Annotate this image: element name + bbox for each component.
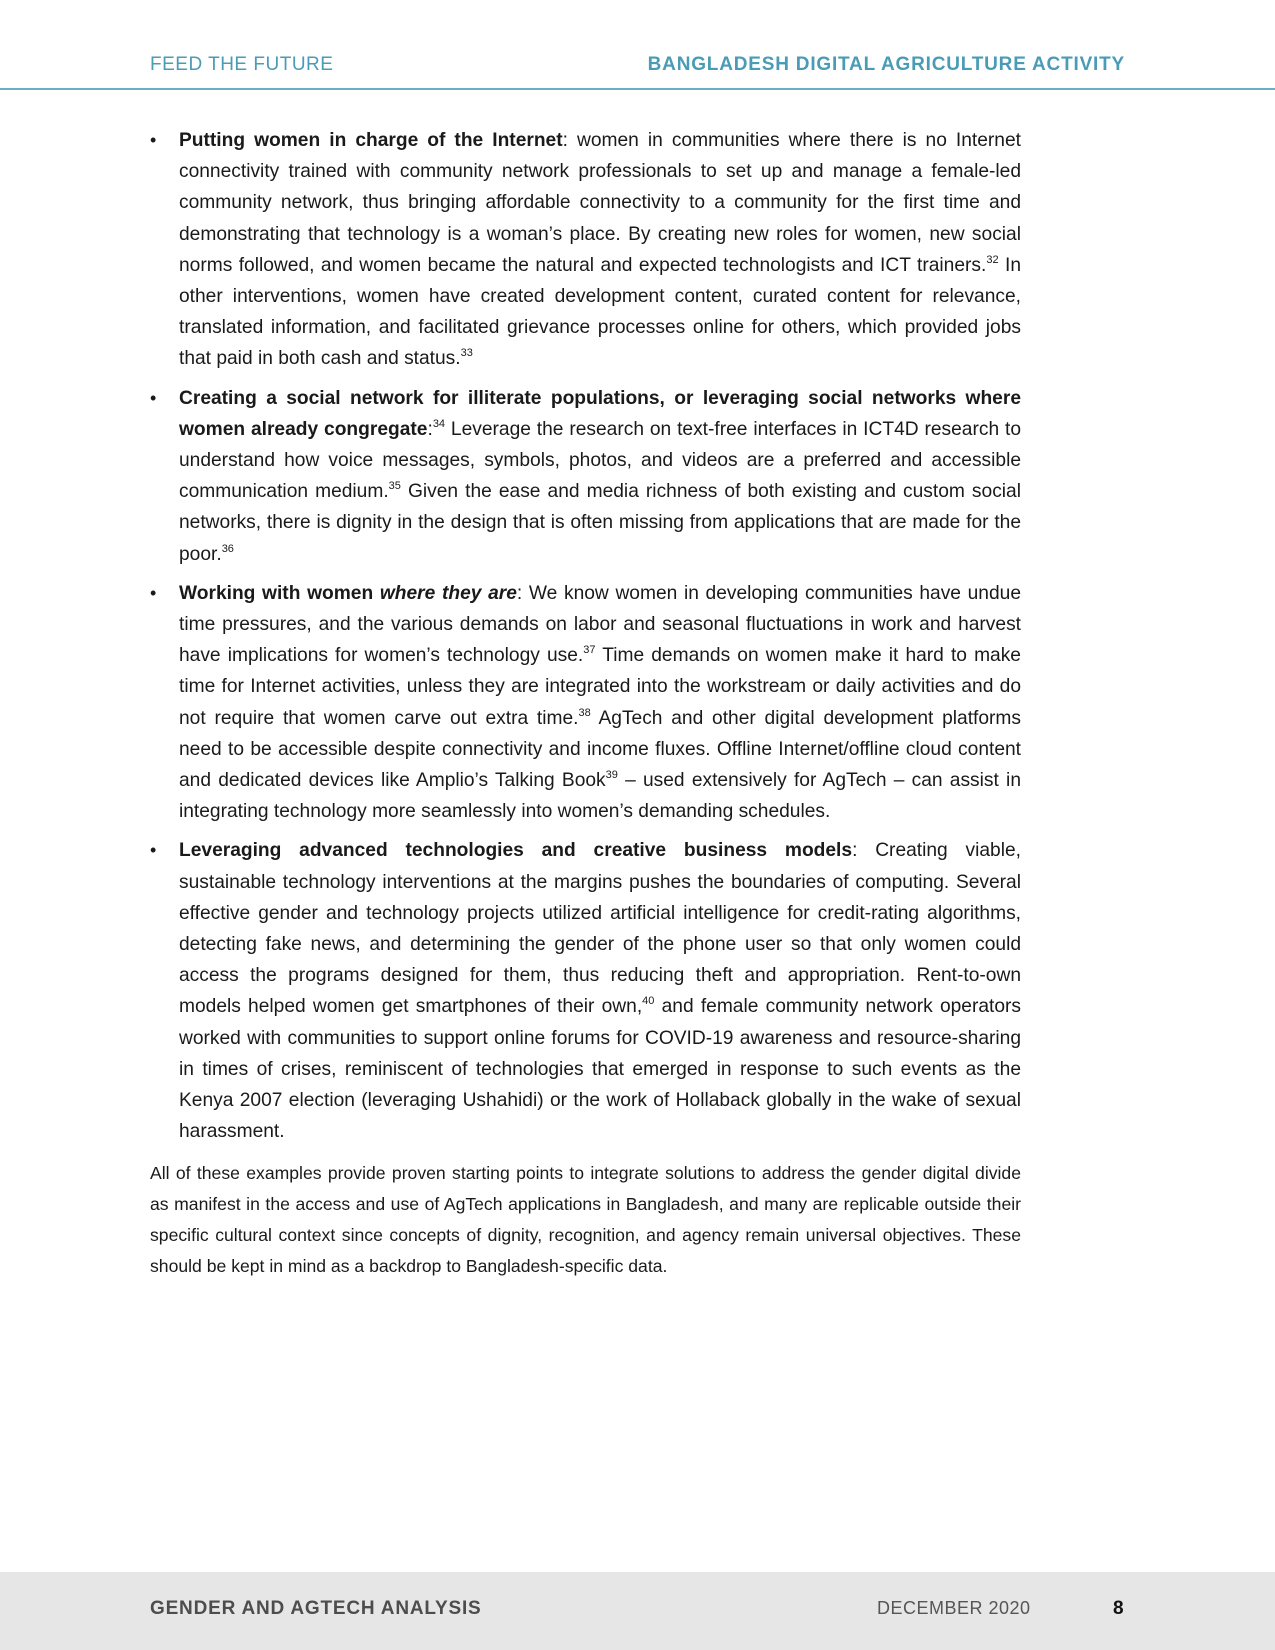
- bullet-heading: Creating a social network for illiterate populations, or leveraging social networks where women already congregate: [179, 387, 1021, 440]
- footnote-ref: 36: [221, 542, 234, 555]
- bullet-paragraph: [179, 835, 1021, 1147]
- header-divider: [0, 88, 1275, 90]
- bullet-heading: Leveraging advanced technologies and creative business models: [179, 840, 853, 862]
- footer-date: DECEMBER 2020: [877, 1598, 1031, 1618]
- bullet-text: Time demands on women make it hard to make time for Internet activities, unless they are integrated into the workstream or daily activities and do not require that women carve out extra time.: [179, 645, 1021, 729]
- bullet-heading-emphasis: where they are: [379, 582, 517, 604]
- bullet-marker: •: [150, 130, 157, 150]
- main-content: [150, 125, 1021, 1282]
- bullet-text: – used extensively for AgTech – can assist in integrating technology more seamlessly into women’s demanding schedules.: [179, 770, 1021, 823]
- bullet-text: In other interventions, women have created development content, curated content for relevance, translated information, and facilitated grievance processes online for others, which provided jobs that paid in both cash and status.: [179, 254, 1022, 370]
- header-program-label: FEED THE FUTURE: [150, 54, 334, 75]
- footnote-ref: 38: [578, 706, 591, 719]
- footnote-ref: 39: [605, 769, 618, 782]
- bullet-text: Given the ease and media richness of both existing and custom social networks, there is dignity in the design that is often missing from applications that are made for the poor.: [179, 481, 1021, 565]
- bullet-text: and female community network operators worked with communities to support online forums for COVID-19 awareness and resource-sharing in times of crises, reminiscent of technologies that emerged in response to such events as the Kenya 2007 election (leveraging Ushahidi) or the work of Hollaback globally in the wake of sexual harassment.: [179, 996, 1021, 1143]
- footnote-ref: 34: [432, 417, 446, 430]
- bullet-paragraph: [179, 383, 1021, 570]
- footnote-ref: 37: [583, 644, 596, 657]
- bullet-text: AgTech and other digital development platforms need to be accessible despite connectivity and income fluxes. Offline Internet/offline cloud content and dedicated devices like Amplio’s Talking Book: [179, 707, 1022, 792]
- bullet-text: :: [427, 418, 433, 440]
- header-activity-title: BANGLADESH DIGITAL AGRICULTURE ACTIVITY: [647, 54, 1125, 75]
- bullet-item-advanced-technologies: [150, 835, 1021, 1147]
- bullet-marker: •: [150, 840, 157, 861]
- page-header: [0, 0, 1275, 90]
- bullet-marker: •: [150, 582, 157, 603]
- footer-report-title: GENDER AND AGTECH ANALYSIS: [150, 1598, 482, 1619]
- bullet-paragraph: [179, 125, 1021, 375]
- bullet-text: : Creating viable, sustainable technology interventions at the margins pushes the boundaries of computing. Several effective gender and technology projects utilized artificial intelligence for credit-rating algorithms, detecting fake news, and determining the gender of the phone user so that only women could access the programs designed for them, thus reducing theft and appropriation. Rent-to-own models helped women get smartphones of their own,: [179, 840, 1021, 1018]
- bullet-heading: Working with women: [179, 582, 374, 604]
- page-number: 8: [1113, 1598, 1124, 1619]
- footnote-ref: 33: [460, 347, 473, 360]
- bullet-item-women-where-they-are: [150, 578, 1021, 828]
- bullet-list: [150, 125, 1021, 1148]
- bullet-text: : We know women in developing communities have undue time pressures, and the various demands on labor and seasonal fluctuations in work and harvest have implications for women’s technology use.: [179, 582, 1021, 667]
- bullet-text: Leverage the research on text-free interfaces in ICT4D research to understand how voice messages, symbols, photos, and videos are a preferred and accessible communication medium.: [179, 418, 1022, 503]
- closing-paragraph: All of these examples provide proven starting points to integrate solutions to address the gender digital divide as manifest in the access and use of AgTech applications in Bangladesh, and many are replicable outside their specific cultural context since concepts of dignity, recognition, and agency remain universal objectives. These should be kept in mind as a backdrop to Bangladesh-specific data.: [150, 1162, 1021, 1277]
- bullet-text: : women in communities where there is no Internet connectivity trained with community network professionals to set up and manage a female-led community network, thus bringing affordable connectivity to a community for the first time and demonstrating that technology is a woman’s place. By creating new roles for women, new social norms followed, and women became the natural and expected technologists and ICT trainers.: [179, 130, 1021, 276]
- bullet-item-social-network: [150, 383, 1021, 570]
- footnote-ref: 32: [986, 253, 999, 266]
- footnote-ref: 35: [388, 480, 401, 493]
- page-footer: [0, 1572, 1275, 1650]
- bullet-item-women-internet: [150, 125, 1021, 375]
- bullet-marker: •: [150, 387, 157, 408]
- bullet-paragraph: [179, 578, 1021, 828]
- footnote-ref: 40: [642, 995, 655, 1008]
- bullet-heading: Putting women in charge of the Internet: [179, 130, 563, 151]
